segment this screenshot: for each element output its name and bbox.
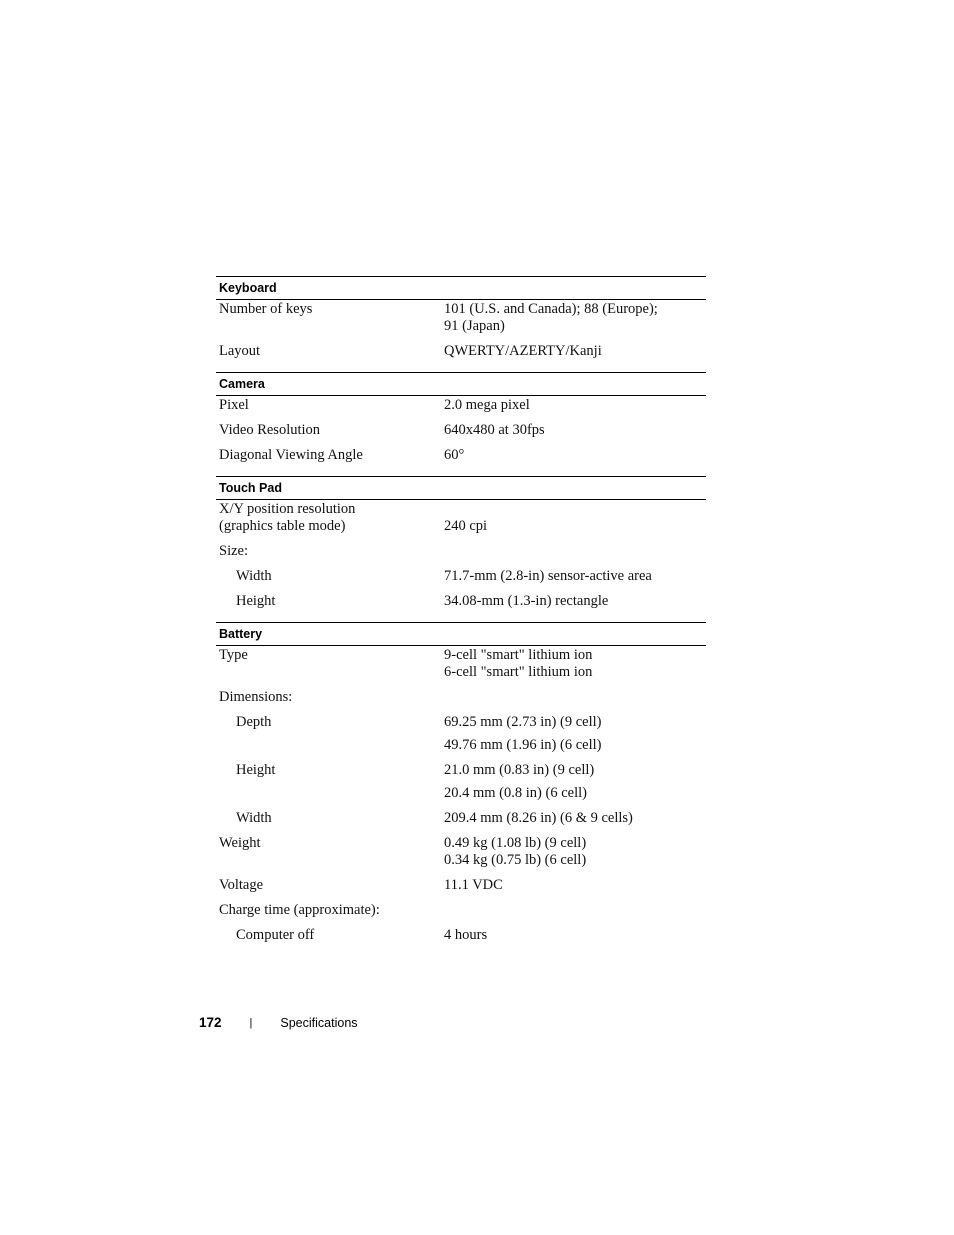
- spec-row-voltage: [216, 877, 706, 894]
- section-camera: [216, 396, 706, 476]
- footer-separator: |: [249, 1016, 253, 1029]
- spec-label: [219, 501, 444, 535]
- spec-value: 209.4 mm (8.26 in) (6 & 9 cells): [444, 810, 633, 826]
- spec-label: Width: [236, 568, 272, 584]
- spec-label: Height: [236, 593, 276, 609]
- section-heading-battery: Battery: [216, 622, 706, 646]
- spec-value: [444, 647, 703, 681]
- spec-value-line: 0.49 kg (1.08 lb) (9 cell): [444, 835, 587, 851]
- spec-row-type: [216, 647, 706, 681]
- spec-value: [444, 543, 703, 560]
- spec-row-xy-position-resolution: [216, 501, 706, 535]
- spec-value-line: 0.34 kg (0.75 lb) (6 cell): [444, 852, 587, 868]
- spec-value: 20.4 mm (0.8 in) (6 cell): [444, 785, 587, 801]
- spec-value: 4 hours: [444, 927, 488, 943]
- spec-label: Depth: [236, 714, 272, 730]
- spec-value: [444, 902, 703, 919]
- spec-value: 2.0 mega pixel: [444, 397, 530, 413]
- section-heading-keyboard: Keyboard: [216, 276, 706, 300]
- spec-row-depth-6-cell: [216, 737, 706, 754]
- spec-label: Video Resolution: [219, 422, 321, 438]
- section-keyboard: [216, 300, 706, 372]
- spec-label-line: (graphics table mode): [219, 518, 346, 534]
- spec-value: [444, 835, 703, 869]
- spec-value-line: 101 (U.S. and Canada); 88 (Europe);: [444, 301, 658, 317]
- spec-value-line: 6-cell "smart" lithium ion: [444, 664, 593, 680]
- spec-label: Charge time (approximate):: [219, 902, 380, 918]
- section-heading-camera: Camera: [216, 372, 706, 396]
- spec-label: Number of keys: [219, 301, 313, 317]
- spec-label: [219, 785, 444, 802]
- spec-label: Type: [219, 647, 248, 663]
- spec-value: 240 cpi: [444, 518, 488, 534]
- spec-value: 640x480 at 30fps: [444, 422, 545, 438]
- section-battery: [216, 646, 706, 956]
- spec-value: QWERTY/AZERTY/Kanji: [444, 343, 602, 359]
- spec-value: 11.1 VDC: [444, 877, 503, 893]
- spec-value: 69.25 mm (2.73 in) (9 cell): [444, 714, 602, 730]
- specifications-table: [216, 276, 706, 956]
- spec-value: 60°: [444, 447, 465, 463]
- spec-row-video-resolution: [216, 422, 706, 439]
- spec-label-line: X/Y position resolution: [219, 501, 356, 517]
- spec-label: Height: [236, 762, 276, 778]
- section-touch-pad: [216, 500, 706, 622]
- spec-label: Weight: [219, 835, 261, 851]
- spec-row-width: [216, 568, 706, 585]
- spec-value: 21.0 mm (0.83 in) (9 cell): [444, 762, 595, 778]
- spec-value: 34.08-mm (1.3-in) rectangle: [444, 593, 609, 609]
- spec-label: Layout: [219, 343, 261, 359]
- spec-row-diagonal-viewing-angle: [216, 447, 706, 464]
- spec-label: [219, 737, 444, 754]
- spec-row-battery-height: [216, 762, 706, 779]
- spec-value: 71.7-mm (2.8-in) sensor-active area: [444, 568, 652, 584]
- spec-row-depth: [216, 714, 706, 731]
- spec-row-layout: [216, 343, 706, 360]
- spec-value: 49.76 mm (1.96 in) (6 cell): [444, 737, 602, 753]
- page-footer: [199, 1015, 358, 1030]
- spec-label: Width: [236, 810, 272, 826]
- spec-row-height: [216, 593, 706, 610]
- spec-row-computer-off: [216, 927, 706, 944]
- spec-row-battery-height-6-cell: [216, 785, 706, 802]
- spec-value-line: 9-cell "smart" lithium ion: [444, 647, 593, 663]
- spec-row-charge-time: [216, 902, 706, 919]
- spec-row-size: [216, 543, 706, 560]
- spec-value: [444, 301, 703, 335]
- page-number: 172: [199, 1015, 222, 1030]
- spec-value: [444, 689, 703, 706]
- spec-label: Pixel: [219, 397, 249, 413]
- spec-label: Dimensions:: [219, 689, 293, 705]
- spec-row-dimensions: [216, 689, 706, 706]
- spec-label: Diagonal Viewing Angle: [219, 447, 363, 463]
- spec-value-line: 91 (Japan): [444, 318, 505, 334]
- spec-row-weight: [216, 835, 706, 869]
- spec-label: Size:: [219, 543, 248, 559]
- spec-label: Voltage: [219, 877, 264, 893]
- section-heading-touch-pad: Touch Pad: [216, 476, 706, 500]
- spec-row-battery-width: [216, 810, 706, 827]
- footer-section-name: Specifications: [280, 1015, 358, 1030]
- spec-row-pixel: [216, 397, 706, 414]
- spec-label: Computer off: [236, 927, 315, 943]
- spec-row-number-of-keys: [216, 301, 706, 335]
